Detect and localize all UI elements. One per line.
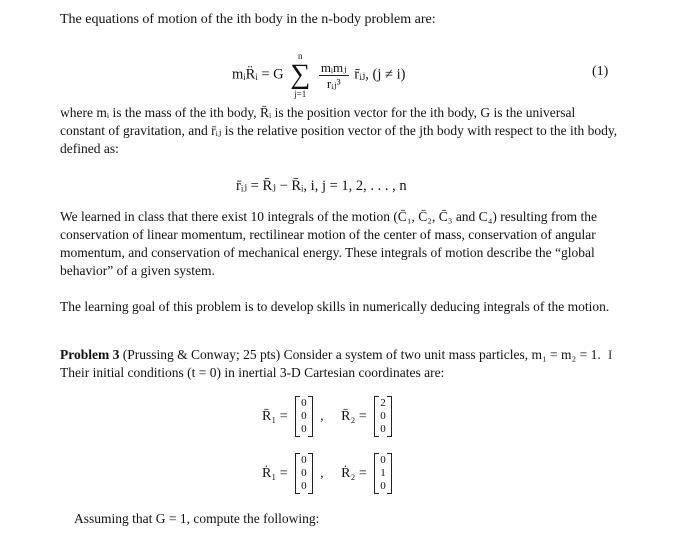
relative-position-equation: r̄ᵢⱼ = R̄ⱼ − R̄ᵢ, i, j = 1, 2, . . . , n [236,178,407,194]
eq1-rhs: r̄ᵢⱼ, (j ≠ i) [354,66,406,83]
intro-lead: The equations of motion of the ith body in the n-body problem are: [60,12,436,27]
v1-label: Ṙ₁ = [262,465,288,481]
v1-vector: 0 0 0 [295,453,313,494]
r1-vector: 0 0 0 [295,396,313,437]
summation-sign: n ∑ j=1 [290,51,311,99]
v2-label: Ṙ₂ = [341,465,367,481]
paragraph-definitions: where mᵢ is the mass of the ith body, R̄ᵢ is the position vector for the ith body, G is the universal constant of gravitation, and r̄ᵢⱼ is the relative position vector of the jth body with respect to the ith body, defined as: [60,105,618,156]
mass-fraction [319,60,349,91]
v2-vector: 0 1 0 [374,453,392,494]
sum-lower-limit: j=1 [294,89,307,99]
equation-of-motion [232,50,405,100]
eq1-lhs: mᵢR̈ᵢ = G [232,66,284,83]
equation-number: (1) [592,64,609,79]
text-cursor-icon: I [608,347,613,362]
fraction-denominator: rᵢⱼ³ [326,75,341,91]
problem-statement [60,346,620,382]
paragraph-integrals: We learned in class that there exist 10 integrals of the motion (C̄₁, C̄₂, C̄₃ and C₄) resulting from the conservation of linear momentum, rectilinear motion of the center of mass, conservation of angular momentum, and conservation of mechanical energy. These integrals of motion describe the “global behavior” of a given system. [60,209,597,278]
problem-heading: Problem 3 [60,347,120,362]
paragraph-learning-goal: The learning goal of this problem is to develop skills in numerically deducing integrals of the motion. [60,299,610,314]
closing-instruction: Assuming that G = 1, compute the following: [74,511,320,526]
sum-upper-limit: n [297,51,303,61]
r2-vector: 2 0 0 [374,396,392,437]
problem-body: (Prussing & Conway; 25 pts) Consider a system of two unit mass particles, m₁ = m₂ = 1. Their initial conditions (t = 0) in inertial 3-D Cartesian coordinates are: [60,347,601,380]
r1-label: R̄₁ = [262,408,288,424]
initial-positions: R̄₁ = 0 0 0 , R̄₂ = 2 0 0 [262,396,392,437]
fraction-numerator: mᵢmⱼ [320,59,347,75]
initial-velocities: Ṙ₁ = 0 0 0 , Ṙ₂ = 0 1 0 [262,453,392,494]
r2-label: R̄₂ = [341,408,367,424]
